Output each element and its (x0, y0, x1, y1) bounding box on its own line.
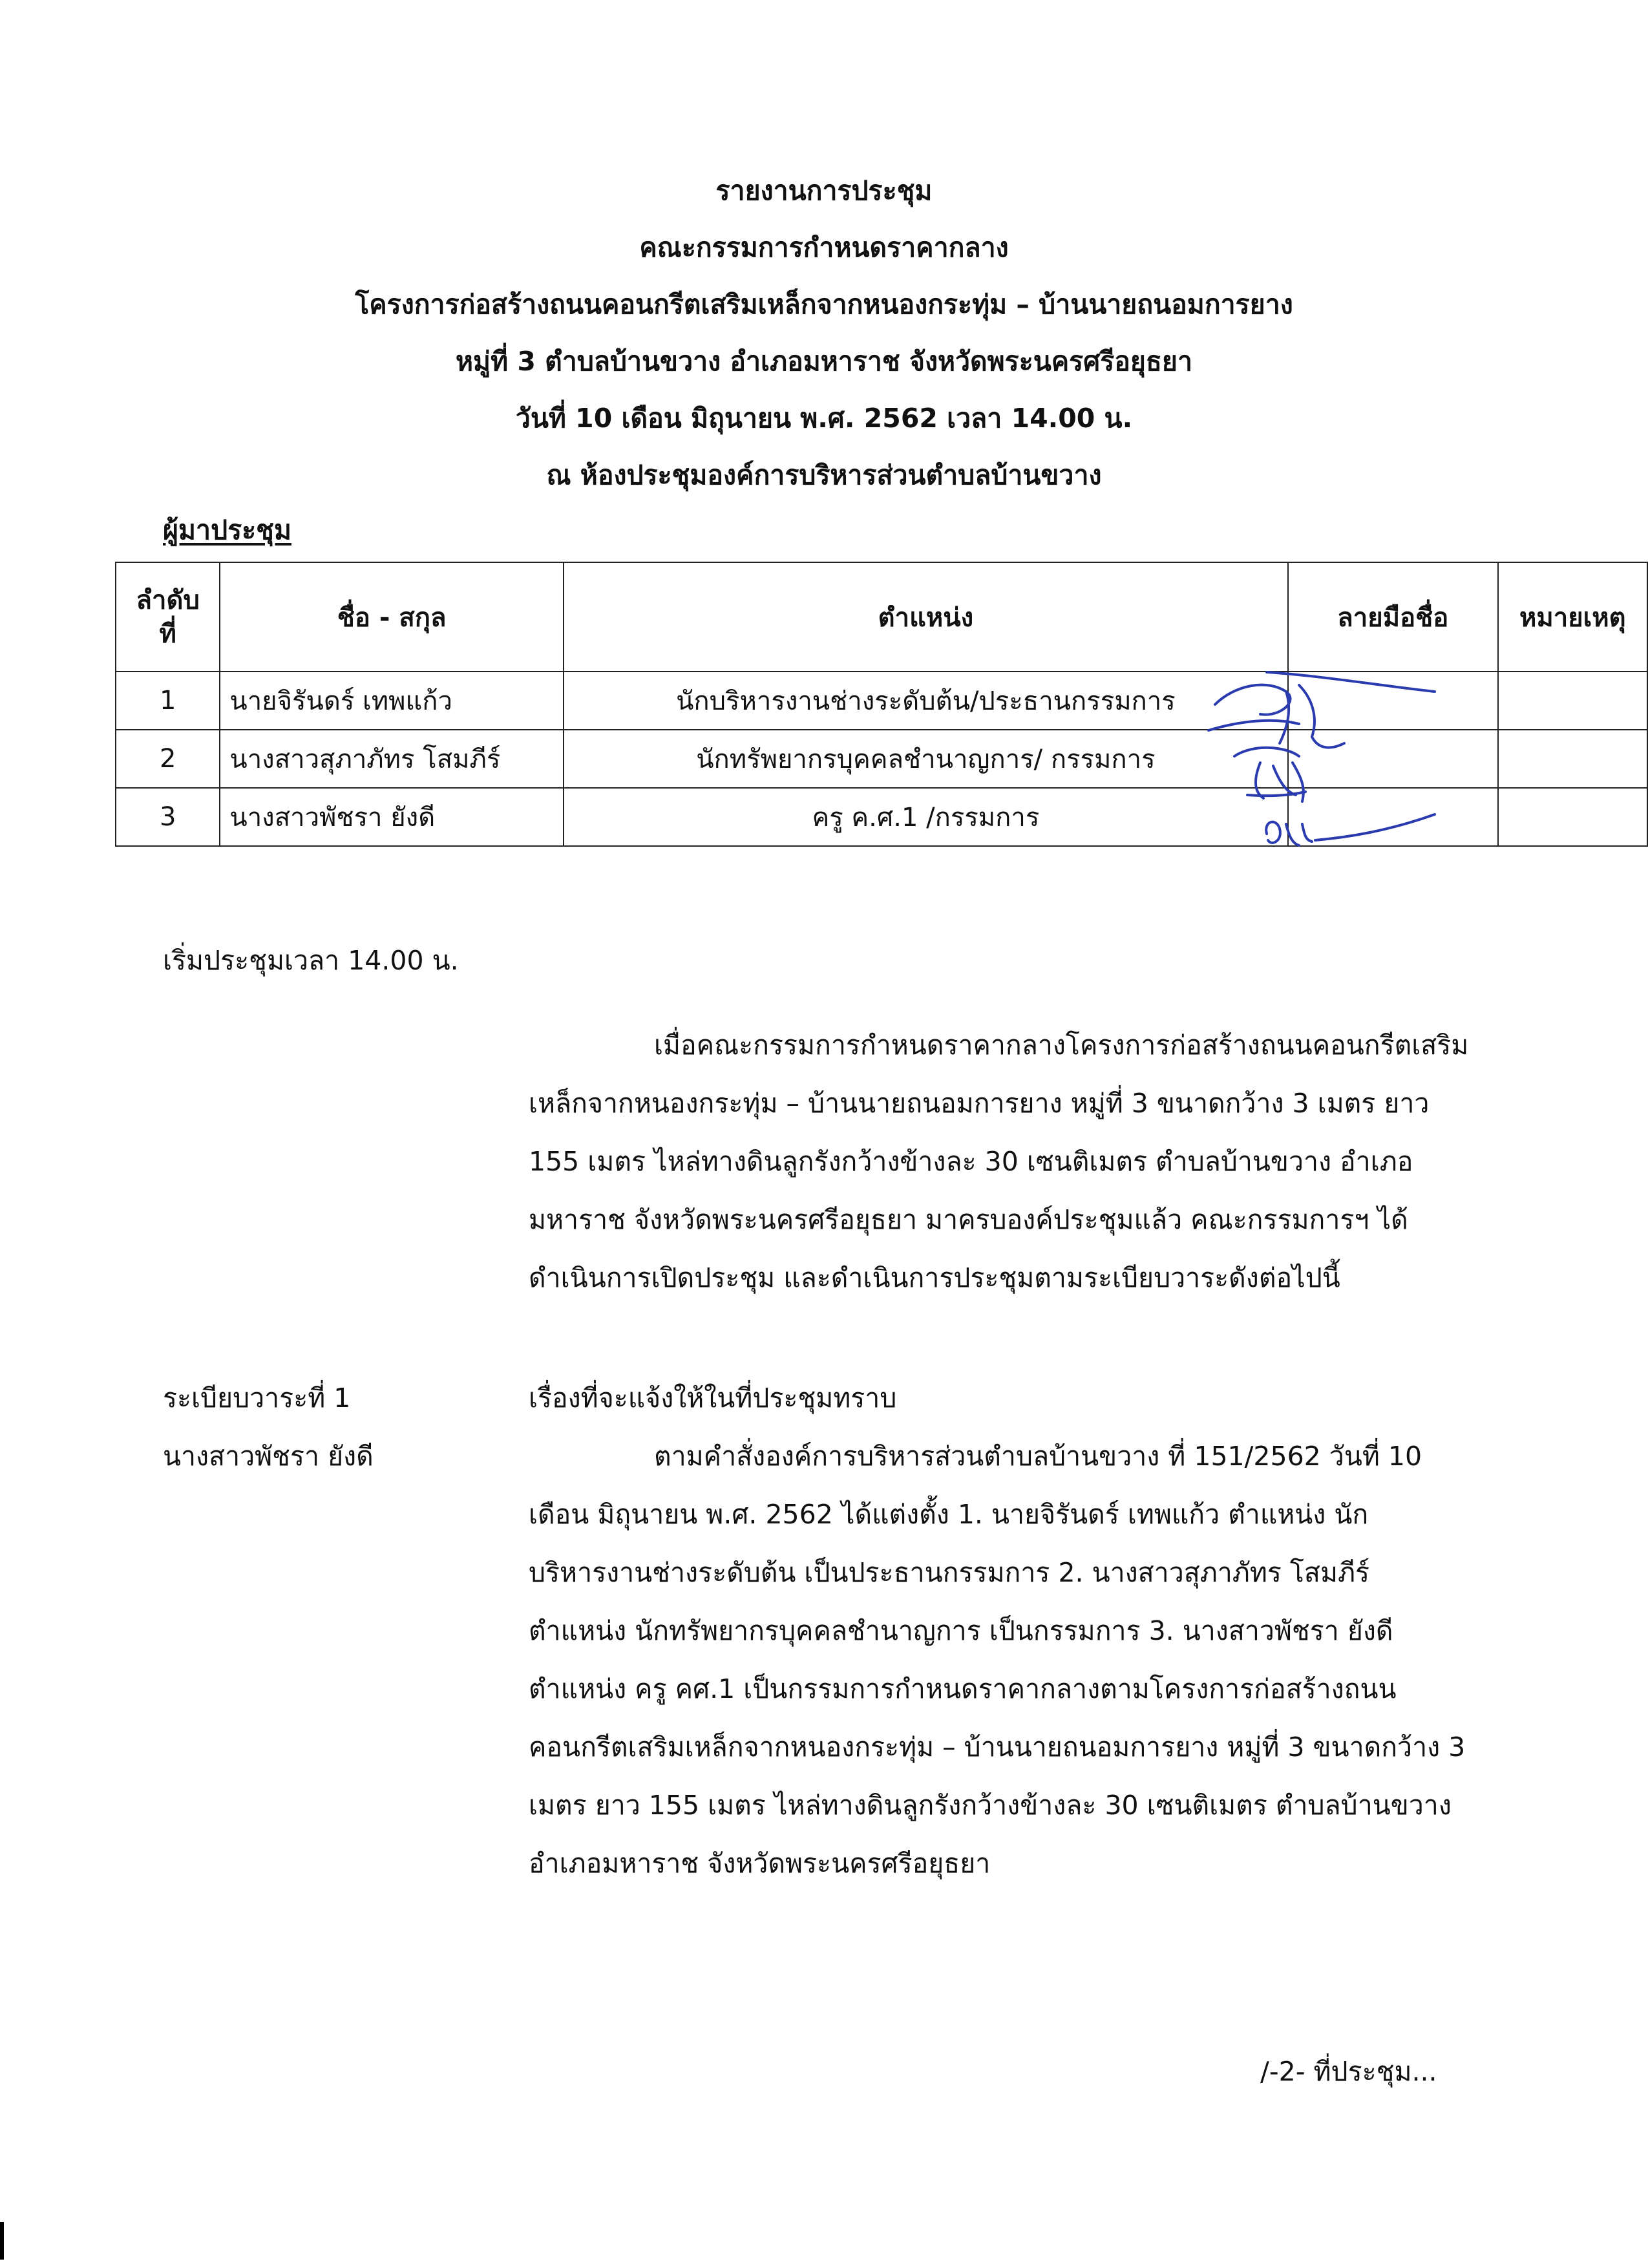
opening-paragraph-line: มหาราช จังหวัดพระนครศรีอยุธยา มาครบองค์ประชุมแล้ว คณะกรรมการฯ ได้ (529, 1204, 1408, 1235)
col-header-position: ตำแหน่ง (564, 562, 1288, 672)
row-position: นักบริหารงานช่างระดับต้น/ประธานกรรมการ (564, 672, 1288, 730)
row-name: นางสาวพัชรา ยังดี (220, 788, 563, 846)
row-position: ครู ค.ศ.1 /กรรมการ (564, 788, 1288, 846)
agenda-1-body-line: ตำแหน่ง นักทรัพยากรบุคคลชำนาญการ เป็นกรรมการ 3. นางสาวพัชรา ยังดี (529, 1615, 1393, 1646)
col-header-signature: ลายมือชื่อ (1288, 562, 1498, 672)
project-location: หมู่ที่ 3 ตำบลบ้านขวาง อำเภอมหาราช จังหวัดพระนครศรีอยุธยา (456, 346, 1192, 377)
agenda-1-speaker: นางสาวพัชรา ยังดี (163, 1441, 374, 1472)
row-position: นักทรัพยากรบุคคลชำนาญการ/ กรรมการ (564, 730, 1288, 788)
agenda-1-label: ระเบียบวาระที่ 1 (163, 1383, 351, 1414)
row-no: 1 (116, 672, 220, 730)
row-remark (1498, 788, 1647, 846)
row-name: นายจิรันดร์ เทพแก้ว (220, 672, 563, 730)
project-name: โครงการก่อสร้างถนนคอนกรีตเสริมเหล็กจากหนองกระทุ่ม – บ้านนายถนอมการยาง (355, 289, 1293, 320)
attendees-heading: ผู้มาประชุม (163, 514, 291, 546)
agenda-1-body-line: บริหารงานช่างระดับต้น เป็นประธานกรรมการ 2. นางสาวสุภาภัทร โสมภีร์ (529, 1557, 1370, 1588)
scan-edge-mark (0, 2222, 4, 2260)
col-header-name: ชื่อ - สกุล (220, 562, 563, 672)
opening-paragraph-line: ดำเนินการเปิดประชุม และดำเนินการประชุมตามระเบียบวาระดังต่อไปนี้ (529, 1262, 1340, 1293)
opening-paragraph-line: 155 เมตร ไหล่ทางดินลูกรังกว้างข้างละ 30 เซนติเมตร ตำบลบ้านขวาง อำเภอ (529, 1146, 1413, 1177)
col-header-no (116, 562, 220, 672)
row-name: นางสาวสุภาภัทร โสมภีร์ (220, 730, 563, 788)
signature-2-stroke (1234, 748, 1305, 801)
row-no: 3 (116, 788, 220, 846)
handwritten-signatures (1189, 659, 1448, 873)
agenda-1-body-line: คอนกรีตเสริมเหล็กจากหนองกระทุ่ม – บ้านนายถนอมการยาง หมู่ที่ 3 ขนาดกว้าง 3 (529, 1732, 1466, 1763)
signature-1-stroke (1209, 672, 1435, 748)
meeting-venue: ณ ห้องประชุมองค์การบริหารส่วนตำบลบ้านขวาง (546, 460, 1102, 491)
col-header-no-line1: ลำดับ (136, 585, 200, 615)
col-header-no-line2: ที่ (159, 619, 176, 649)
col-header-remark: หมายเหตุ (1498, 562, 1647, 672)
table-header-row (116, 562, 1647, 672)
row-remark (1498, 730, 1647, 788)
row-no: 2 (116, 730, 220, 788)
opening-paragraph-line: เมื่อคณะกรรมการกำหนดราคากลางโครงการก่อสร้างถนนคอนกรีตเสริม (654, 1030, 1469, 1061)
agenda-1-body-line: ตามคำสั่งองค์การบริหารส่วนตำบลบ้านขวาง ที่ 151/2562 วันที่ 10 (654, 1441, 1422, 1472)
page-continuation: /-2- ที่ประชุม... (1260, 2056, 1437, 2087)
opening-paragraph-line: เหล็กจากหนองกระทุ่ม – บ้านนายถนอมการยาง หมู่ที่ 3 ขนาดกว้าง 3 เมตร ยาว (529, 1088, 1430, 1119)
meeting-start-time: เริ่มประชุมเวลา 14.00 น. (163, 945, 459, 976)
report-title: รายงานการประชุม (715, 175, 933, 206)
agenda-1-body-line: ตำแหน่ง ครู คศ.1 เป็นกรรมการกำหนดราคากลางตามโครงการก่อสร้างถนน (529, 1673, 1397, 1704)
agenda-1-body-line: เดือน มิถุนายน พ.ศ. 2562 ได้แต่งตั้ง 1. นายจิรันดร์ เทพแก้ว ตำแหน่ง นัก (529, 1499, 1369, 1530)
agenda-1-body-line: อำเภอมหาราช จังหวัดพระนครศรีอยุธยา (529, 1848, 991, 1879)
row-remark (1498, 672, 1647, 730)
committee-name: คณะกรรมการกำหนดราคากลาง (639, 232, 1009, 263)
agenda-1-body-line: เมตร ยาว 155 เมตร ไหล่ทางดินลูกรังกว้างข้างละ 30 เซนติเมตร ตำบลบ้านขวาง (529, 1790, 1452, 1821)
signature-3-stroke (1266, 814, 1435, 845)
meeting-date: วันที่ 10 เดือน มิถุนายน พ.ศ. 2562 เวลา 14.00 น. (515, 403, 1133, 434)
agenda-1-title: เรื่องที่จะแจ้งให้ในที่ประชุมทราบ (529, 1383, 897, 1414)
